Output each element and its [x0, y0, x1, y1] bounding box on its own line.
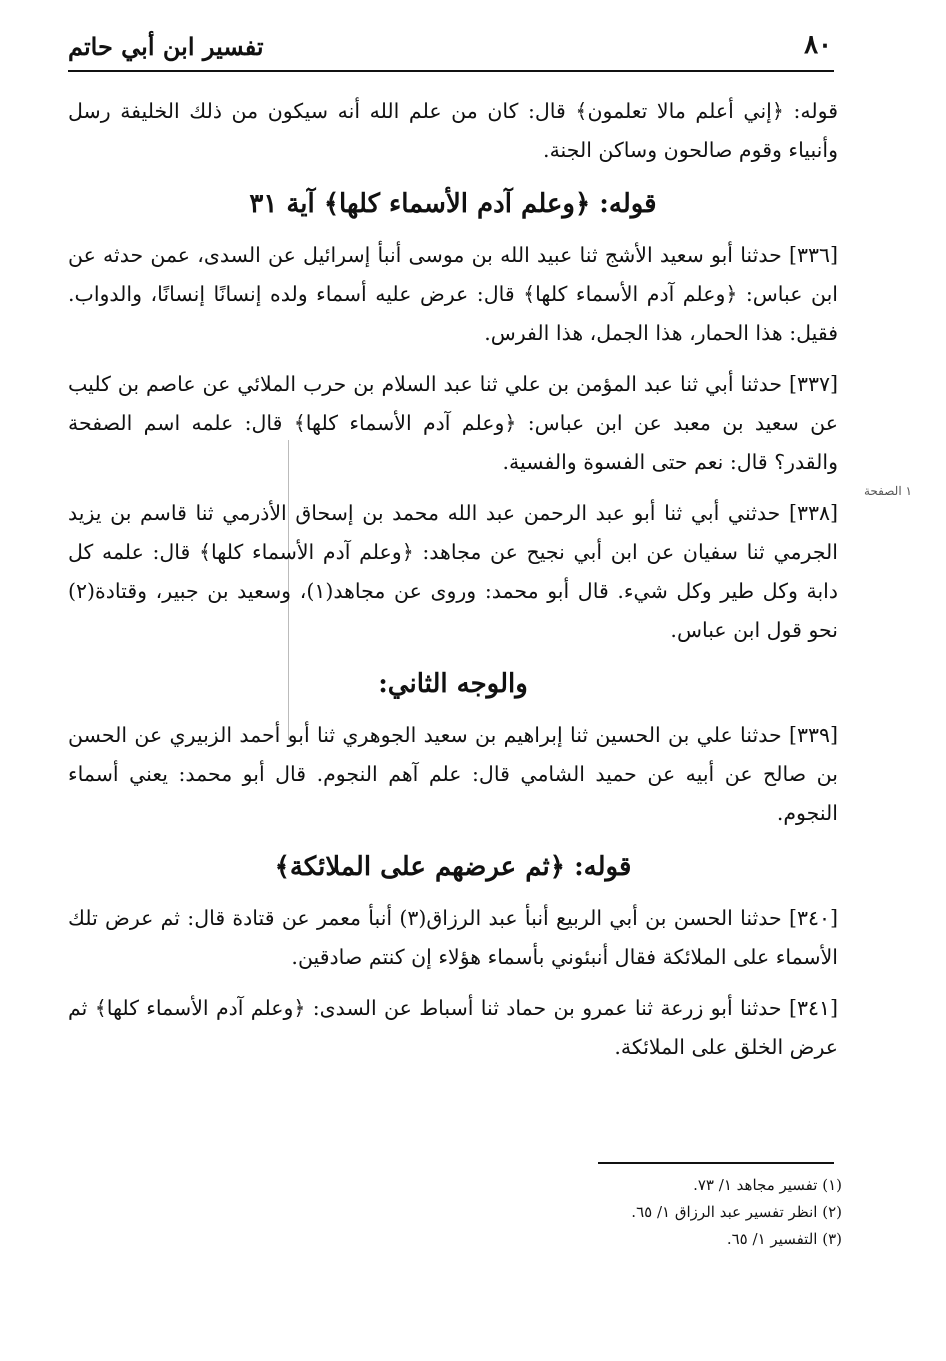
footnote-rule [598, 1162, 834, 1164]
footnote-2: (٢) انظر تفسير عبد الرزاق ١/ ٦٥. [631, 1203, 842, 1221]
page-number: ٨٠ [804, 30, 832, 60]
section-heading-verse-31: قوله: ﴿وعلم آدم الأسماء كلها﴾ آية ٣١ [249, 189, 657, 219]
footnote-3: (٣) التفسير ١/ ٦٥. [726, 1230, 842, 1248]
footnotes [480, 1172, 842, 1253]
hadith-338: [٣٣٨] حدثني أبي ثنا أبو عبد الرحمن عبد الله محمد بن إسحاق الأذرمي ثنا قاسم بن يزيد الجرمي ثنا سفيان عن ابن أبي نجيح عن مجاهد: ﴿وعلم آدم الأسماء كلها﴾ قال: علمه كل دابة وكل طير وكل شيء. قال أبو محمد: وروى عن مجاهد(١)، وسعيد بن جبير، وقتادة(٢) نحو قول ابن عباس. [68, 501, 838, 642]
hadith-340: [٣٤٠] حدثنا الحسن بن أبي الربيع أنبأ عبد الرزاق(٣) أنبأ معمر عن قتادة قال: ثم عرض تلك الأسماء على الملائكة فقال أنبئوني بأسماء هؤلاء إن كنتم صادقين. [68, 906, 838, 969]
hadith-336: [٣٣٦] حدثنا أبو سعيد الأشج ثنا عبيد الله بن موسى أنبأ إسرائيل عن السدى، عمن حدثه عن ابن عباس: ﴿وعلم آدم الأسماء كلها﴾ قال: عرض عليه أسماء ولده إنسانًا إنسانًا، والدواب. فقيل: هذا الحمار، هذا الجمل، هذا الفرس. [68, 243, 838, 345]
main-text [68, 92, 838, 1079]
section-heading-second-view: والوجه الثاني: [378, 669, 528, 699]
running-header [68, 28, 834, 72]
hadith-341: [٣٤١] حدثنا أبو زرعة ثنا عمرو بن حماد ثنا أسباط عن السدى: ﴿وعلم آدم الأسماء كلها﴾ ثم عرض الخلق على الملائكة. [68, 996, 838, 1059]
section-heading-angels: قوله: ﴿ثم عرضهم على الملائكة﴾ [274, 852, 632, 882]
hadith-337: [٣٣٧] حدثنا أبي ثنا عبد المؤمن بن علي ثنا عبد السلام بن حرب الملائي عن عاصم بن كليب عن سعيد بن معبد عن ابن عباس: ﴿وعلم آدم الأسماء كلها﴾ قال: علمه اسم الصفحة والقدر؟ قال: نعم حتى الفسوة والفسية. [68, 372, 838, 474]
margin-note: ١ الصفحة [864, 484, 912, 498]
hadith-339: [٣٣٩] حدثنا علي بن الحسين ثنا إبراهيم بن سعيد الجوهري ثنا أبو أحمد الزبيري عن الحسن بن صالح عن أبيه عن حميد الشامي قال: علم آهم النجوم. قال أبو محمد: يعني أسماء النجوم. [68, 723, 838, 825]
footnote-1: (١) تفسير مجاهد ١/ ٧٣. [693, 1176, 842, 1194]
book-title: تفسير ابن أبي حاتم [68, 32, 264, 61]
paragraph-intro: قوله: ﴿إني أعلم مالا تعلمون﴾ قال: كان من علم الله أنه سيكون من ذلك الخليفة رسل وأنبياء وقوم صالحون وساكن الجنة. [68, 99, 838, 162]
